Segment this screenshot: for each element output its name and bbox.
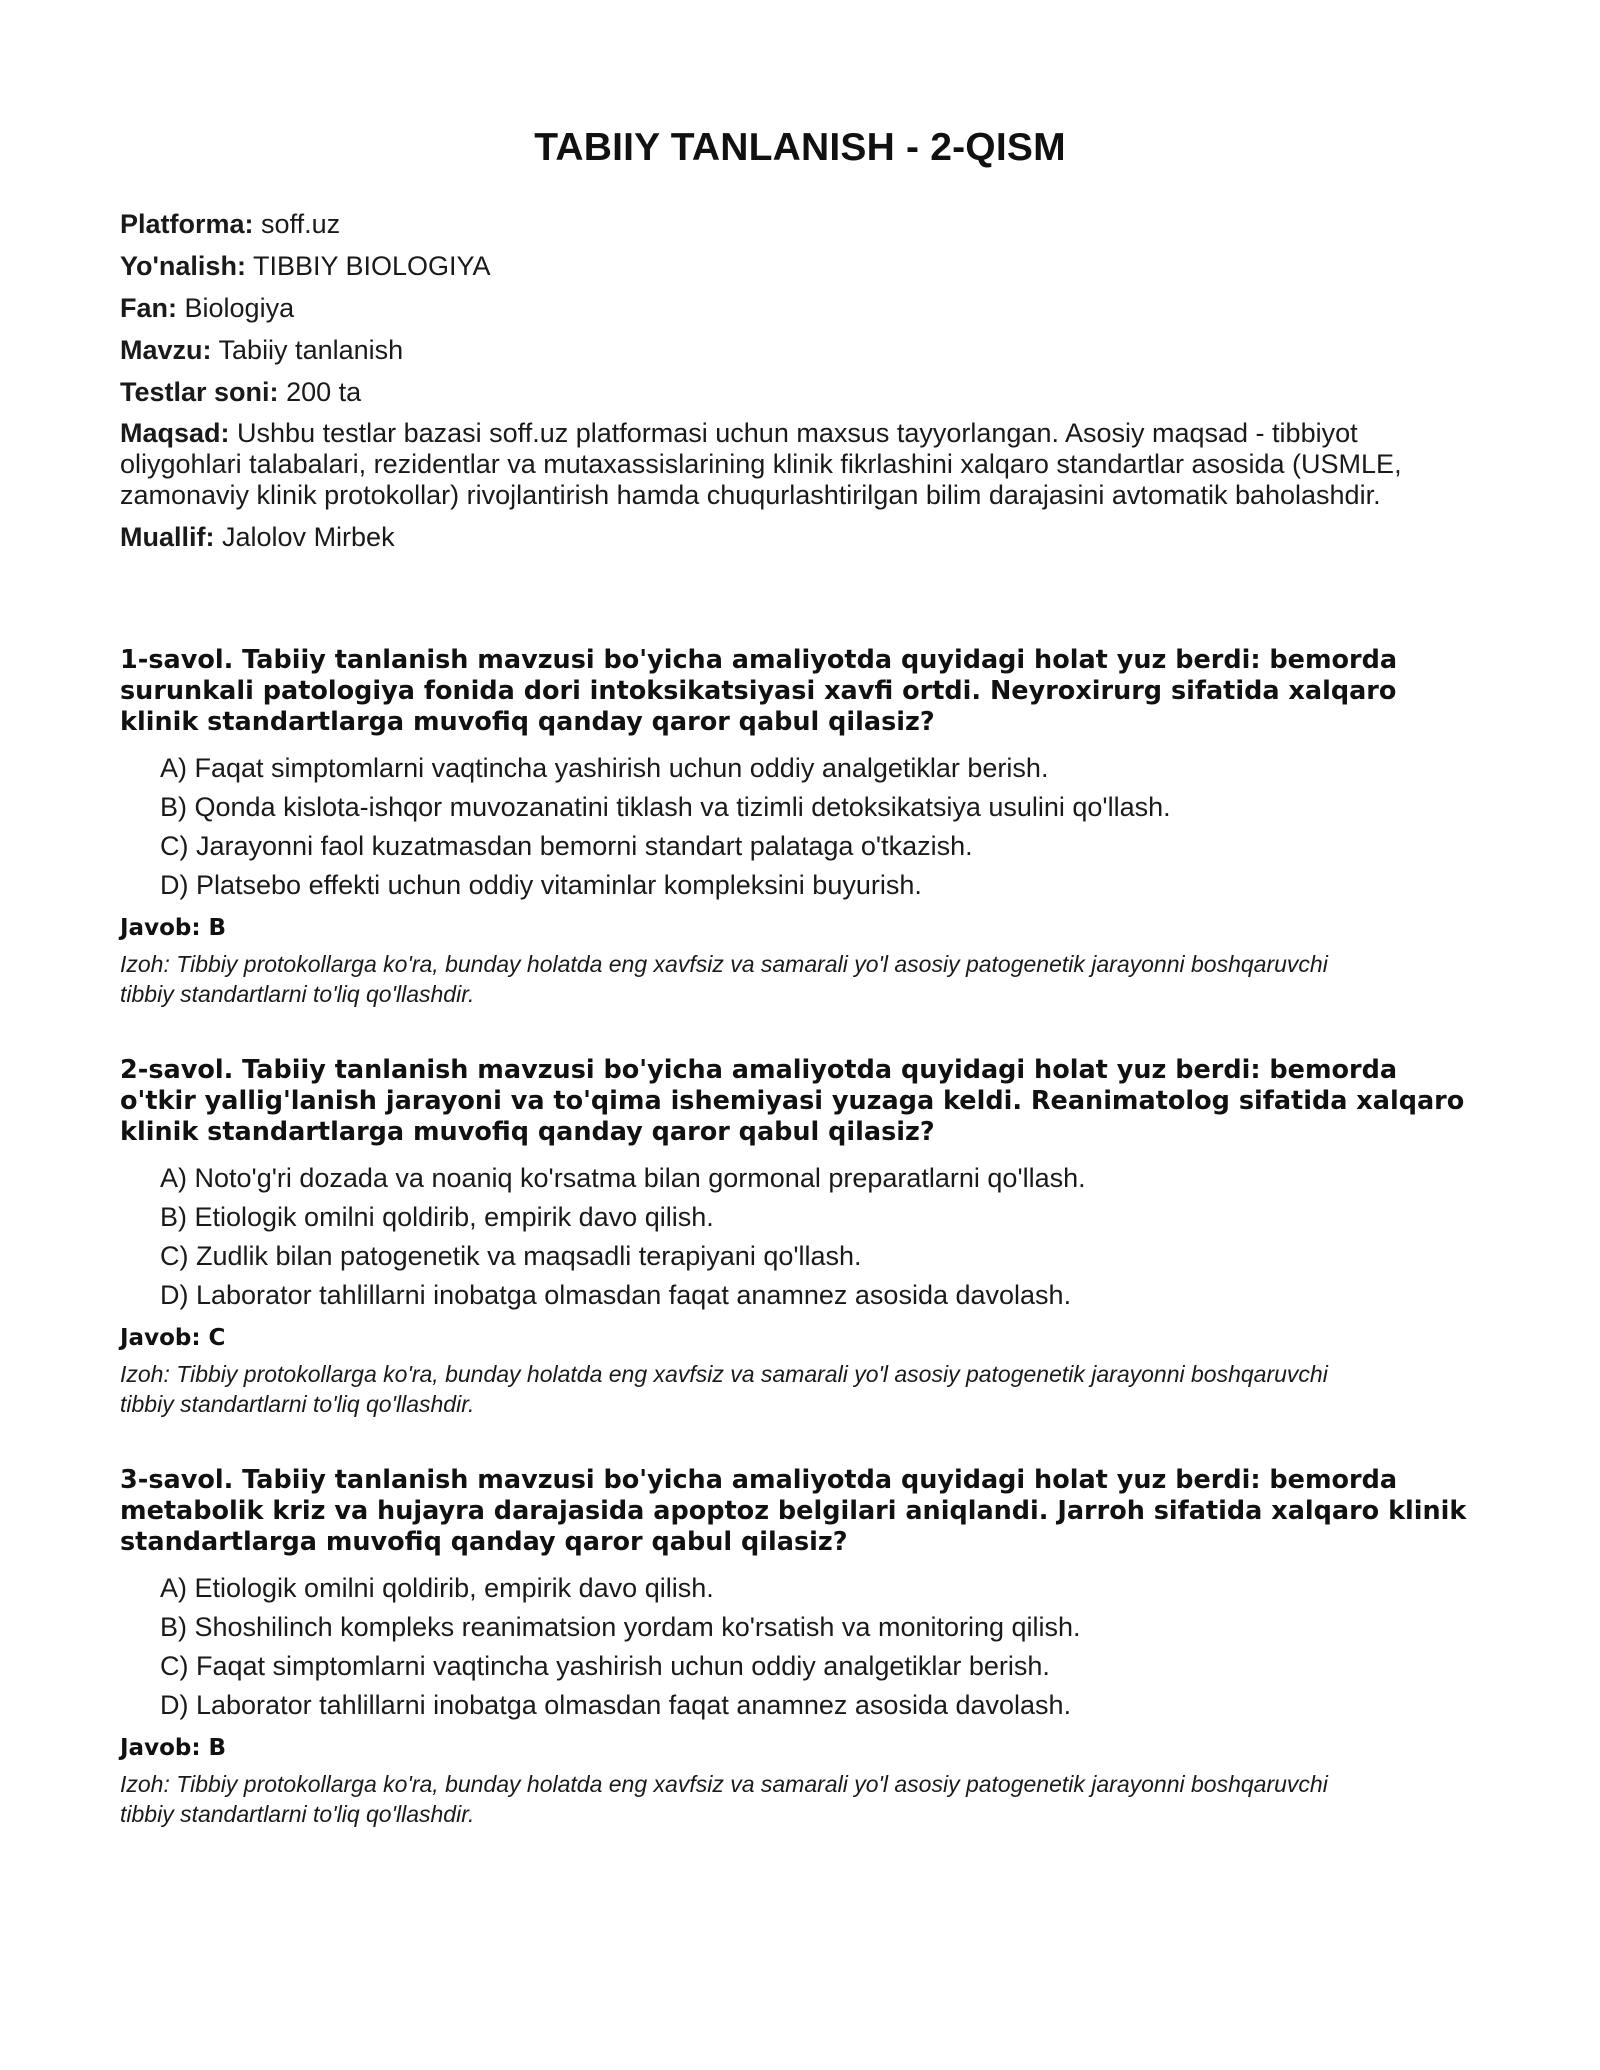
meta-label: Platforma: <box>120 209 254 239</box>
option-a: A) Faqat simptomlarni vaqtincha yashirish uchun oddiy analgetiklar berish. <box>160 753 1049 783</box>
answer-options <box>120 752 1480 901</box>
answer-options <box>120 1162 1480 1311</box>
meta-label: Muallif: <box>120 522 215 552</box>
option-c: C) Jarayonni faol kuzatmasdan bemorni standart palataga o'tkazish. <box>160 831 973 861</box>
meta-label: Yo'nalish: <box>120 251 246 281</box>
meta-value: Biologiya <box>184 293 295 323</box>
document-metadata <box>120 208 1480 553</box>
correct-answer: Javob: C <box>120 1325 226 1351</box>
meta-subject <box>120 292 1480 324</box>
meta-author <box>120 521 1480 553</box>
option-d: D) Platsebo effekti uchun oddiy vitaminlar kompleksini buyurish. <box>160 870 922 900</box>
meta-value: soff.uz <box>261 209 341 239</box>
meta-label: Maqsad: <box>120 418 230 448</box>
answer-explanation: Izoh: Tibbiy protokollarga ko'ra, bunday holatda eng xavfsiz va samarali yo'l asosiy patogenetik jarayonni boshqaruvchi tibbiy standartlarni to'liq qo'llashdir. <box>120 1361 1328 1417</box>
meta-value: Ushbu testlar bazasi soff.uz platformasi uchun maxsus tayyorlangan. Asosiy maqsad - tibbiyot oliygohlari talabalari, rezidentlar va mutaxassislarining klinik fikrlashini xalqaro standartlar asosida (USMLE, zamonaviy klinik protokollar) rivojlantirish hamda chuqurlashtirilgan bilim darajasini avtomatik baholashdir. <box>120 418 1402 510</box>
option-c: C) Faqat simptomlarni vaqtincha yashirish uchun oddiy analgetiklar berish. <box>160 1651 1050 1681</box>
meta-topic <box>120 334 1480 366</box>
question-3 <box>120 1465 1480 1829</box>
option-a: A) Noto'g'ri dozada va noaniq ko'rsatma bilan gormonal preparatlarni qo'llash. <box>160 1163 1086 1193</box>
question-text: 2-savol. Tabiiy tanlanish mavzusi bo'yicha amaliyotda quyidagi holat yuz berdi: bemorda o'tkir yallig'lanish jarayoni va to'qima ishemiyasi yuzaga keldi. Reanimatolog sifatida xalqaro klinik standartlarga muvofiq qanday qaror qabul qilasiz? <box>120 1055 1465 1147</box>
option-d: D) Laborator tahlillarni inobatga olmasdan faqat anamnez asosida davolash. <box>160 1690 1072 1720</box>
answer-explanation: Izoh: Tibbiy protokollarga ko'ra, bunday holatda eng xavfsiz va samarali yo'l asosiy patogenetik jarayonni boshqaruvchi tibbiy standartlarni to'liq qo'llashdir. <box>120 1771 1328 1827</box>
meta-value: TIBBIY BIOLOGIYA <box>252 251 491 281</box>
option-a: A) Etiologik omilni qoldirib, empirik davo qilish. <box>160 1573 714 1603</box>
option-b: B) Etiologik omilni qoldirib, empirik davo qilish. <box>160 1202 714 1232</box>
meta-test-count <box>120 376 1480 408</box>
meta-value: Tabiiy tanlanish <box>218 335 404 365</box>
meta-purpose <box>120 418 1480 511</box>
correct-answer: Javob: B <box>120 1735 227 1761</box>
question-text: 3-savol. Tabiiy tanlanish mavzusi bo'yicha amaliyotda quyidagi holat yuz berdi: bemorda metabolik kriz va hujayra darajasida apoptoz belgilari aniqlandi. Jarroh sifatida xalqaro klinik standartlarga muvofiq qanday qaror qabul qilasiz? <box>120 1465 1467 1557</box>
option-d: D) Laborator tahlillarni inobatga olmasdan faqat anamnez asosida davolash. <box>160 1280 1072 1310</box>
meta-direction <box>120 250 1480 282</box>
option-b: B) Shoshilinch kompleks reanimatsion yordam ko'rsatish va monitoring qilish. <box>160 1612 1081 1642</box>
option-b: B) Qonda kislota-ishqor muvozanatini tiklash va tizimli detoksikatsiya usulini qo'llash. <box>160 792 1171 822</box>
answer-options <box>120 1572 1480 1721</box>
correct-answer: Javob: B <box>120 915 227 941</box>
question-1 <box>120 645 1480 1009</box>
meta-value: 200 ta <box>286 377 362 407</box>
meta-value: Jalolov Mirbek <box>222 522 395 552</box>
question-2 <box>120 1055 1480 1419</box>
meta-label: Testlar soni: <box>120 377 279 407</box>
meta-platform <box>120 208 1480 240</box>
document-title: TABIIY TANLANISH - 2-QISM <box>534 126 1066 169</box>
section-spacer <box>120 563 1480 645</box>
meta-label: Mavzu: <box>120 335 212 365</box>
answer-explanation: Izoh: Tibbiy protokollarga ko'ra, bunday holatda eng xavfsiz va samarali yo'l asosiy patogenetik jarayonni boshqaruvchi tibbiy standartlarni to'liq qo'llashdir. <box>120 951 1328 1007</box>
meta-label: Fan: <box>120 293 177 323</box>
option-c: C) Zudlik bilan patogenetik va maqsadli terapiyani qo'llash. <box>160 1241 862 1271</box>
question-text: 1-savol. Tabiiy tanlanish mavzusi bo'yicha amaliyotda quyidagi holat yuz berdi: bemorda surunkali patologiya fonida dori intoksikatsiyasi xavfi ortdi. Neyroxirurg sifatida xalqaro klinik standartlarga muvofiq qanday qaror qabul qilasiz? <box>120 645 1398 737</box>
